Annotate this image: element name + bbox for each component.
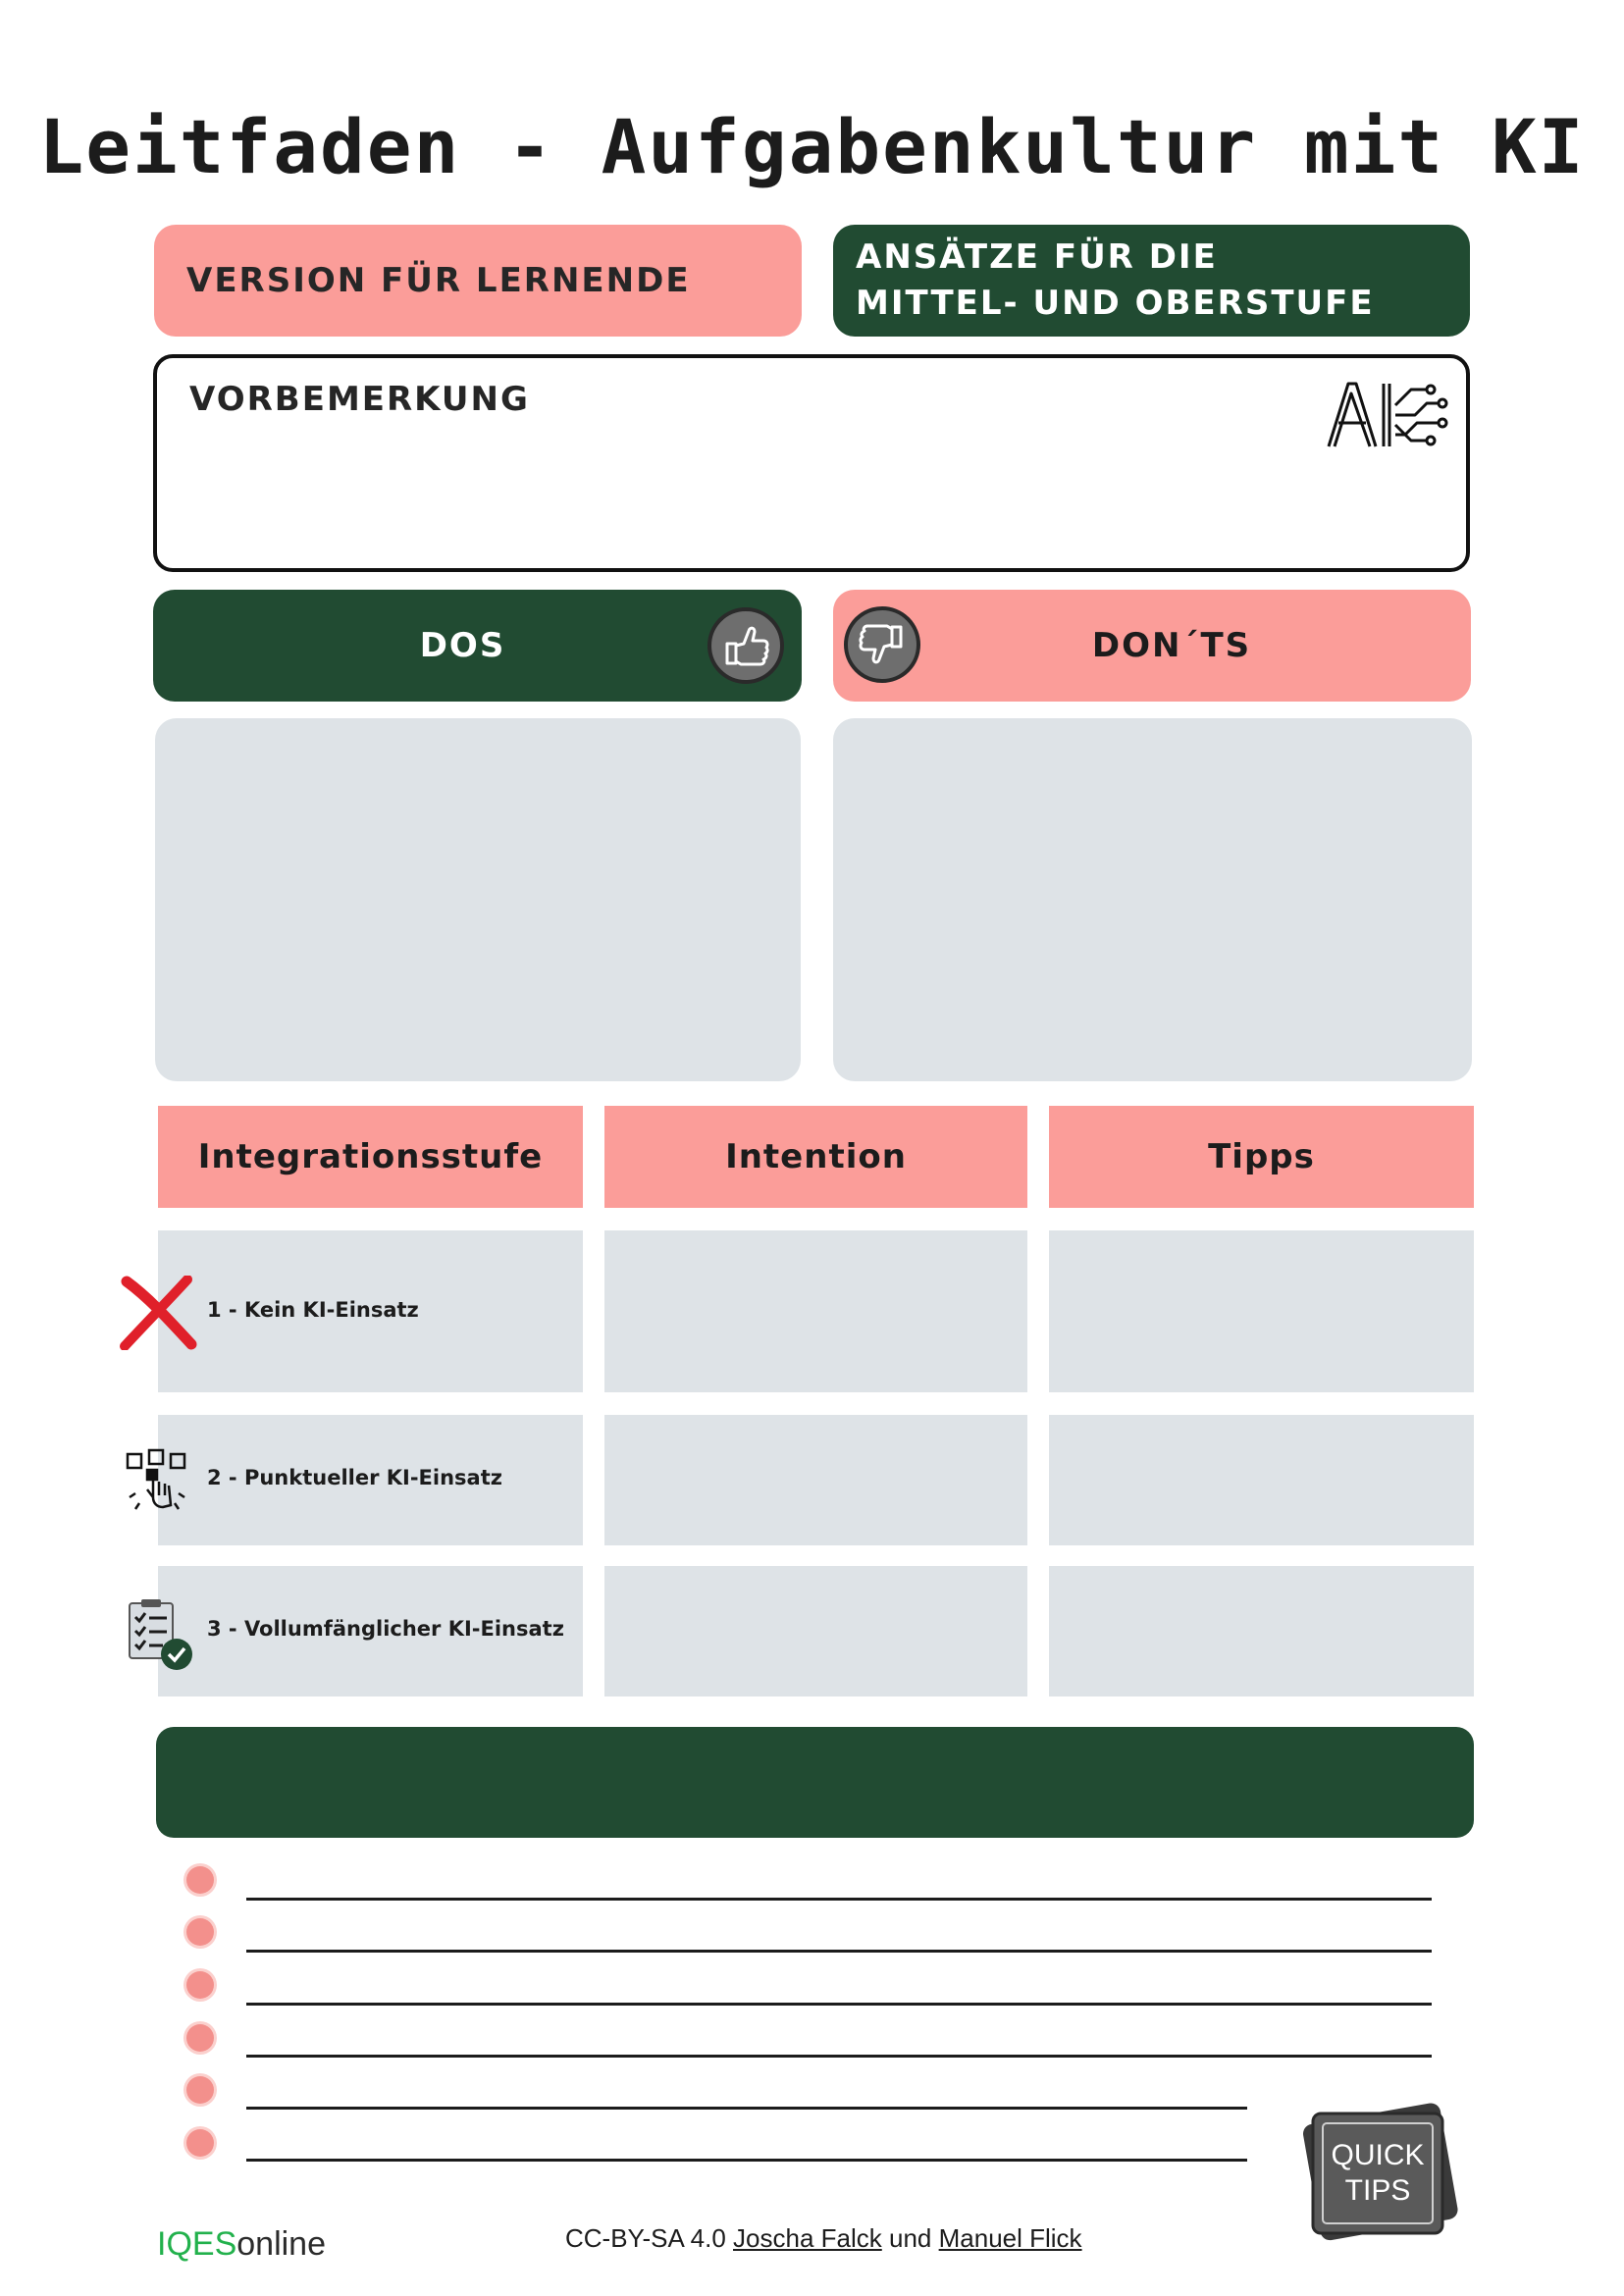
- dos-content-area[interactable]: [155, 718, 801, 1081]
- quick-tips-line-2: TIPS: [1344, 2174, 1411, 2207]
- table-row-2-intention[interactable]: [604, 1415, 1027, 1545]
- page-title: Leitfaden - Aufgabenkultur mit KI: [38, 103, 1586, 190]
- table-row-3-stufe: [158, 1566, 583, 1696]
- write-line[interactable]: [246, 1898, 1432, 1901]
- donts-content-area[interactable]: [833, 718, 1472, 1081]
- ai-circuit-icon: [1325, 376, 1450, 454]
- bullet-dot: [186, 2024, 214, 2052]
- approach-line-1: ANSÄTZE FÜR DIE: [856, 237, 1218, 277]
- write-line[interactable]: [246, 2159, 1247, 2162]
- author-link-falck[interactable]: Joscha Falck: [733, 2223, 882, 2253]
- table-header-intention: Intention: [604, 1106, 1027, 1208]
- bullet-dot: [186, 1918, 214, 1946]
- table-row-3-tipps[interactable]: [1049, 1566, 1474, 1696]
- table-header-tipps: Tipps: [1049, 1106, 1474, 1208]
- bullet-dot: [186, 2129, 214, 2157]
- table-row-2-stufe: [158, 1415, 583, 1545]
- iqes-online-logo: [157, 2225, 326, 2264]
- logo-iqes: IQES: [157, 2225, 237, 2263]
- write-line[interactable]: [246, 2055, 1432, 2058]
- quick-tips-badge: [1283, 2100, 1470, 2247]
- table-row-2-tipps[interactable]: [1049, 1415, 1474, 1545]
- row-label: 3 - Vollumfänglicher KI-Einsatz: [207, 1617, 564, 1641]
- approach-badge: [833, 225, 1470, 337]
- bullet-dot: [186, 2076, 214, 2104]
- quick-tips-banner: [156, 1727, 1474, 1838]
- dos-header: [153, 590, 802, 702]
- red-x-icon: [119, 1276, 197, 1350]
- dos-label: DOS: [419, 626, 506, 665]
- row-label: 1 - Kein KI-Einsatz: [207, 1298, 419, 1322]
- table-header-integrationsstufe: Integrationsstufe: [158, 1106, 583, 1208]
- table-row-1-stufe: [158, 1230, 583, 1392]
- license-footer: [565, 2223, 1082, 2254]
- vorbemerkung-box: [153, 354, 1470, 572]
- author-link-flick[interactable]: Manuel Flick: [938, 2223, 1082, 2253]
- approach-line-2: MITTEL- UND OBERSTUFE: [856, 284, 1375, 323]
- vorbemerkung-label: VORBEMERKUNG: [189, 380, 530, 419]
- version-label: VERSION FÜR LERNENDE: [186, 261, 691, 300]
- write-line[interactable]: [246, 1950, 1432, 1953]
- license-text: CC-BY-SA 4.0: [565, 2223, 726, 2253]
- bullet-dot: [186, 1971, 214, 1999]
- write-line[interactable]: [246, 2003, 1432, 2006]
- quick-tips-line-1: QUICK: [1331, 2139, 1425, 2171]
- table-row-1-intention[interactable]: [604, 1230, 1027, 1392]
- thumbs-down-icon: [844, 606, 920, 683]
- donts-header: [833, 590, 1471, 702]
- write-line[interactable]: [246, 2107, 1247, 2110]
- checklist-icon: [126, 1599, 196, 1672]
- row-label: 2 - Punktueller KI-Einsatz: [207, 1466, 502, 1489]
- table-row-1-tipps[interactable]: [1049, 1230, 1474, 1392]
- table-row-3-intention[interactable]: [604, 1566, 1027, 1696]
- footer-connector: und: [889, 2223, 932, 2253]
- version-badge: [154, 225, 802, 337]
- bullet-dot: [186, 1866, 214, 1894]
- donts-label: DON´TS: [1091, 626, 1252, 665]
- touch-select-icon: [126, 1448, 190, 1513]
- thumbs-up-icon: [707, 607, 784, 684]
- logo-online: online: [236, 2225, 326, 2263]
